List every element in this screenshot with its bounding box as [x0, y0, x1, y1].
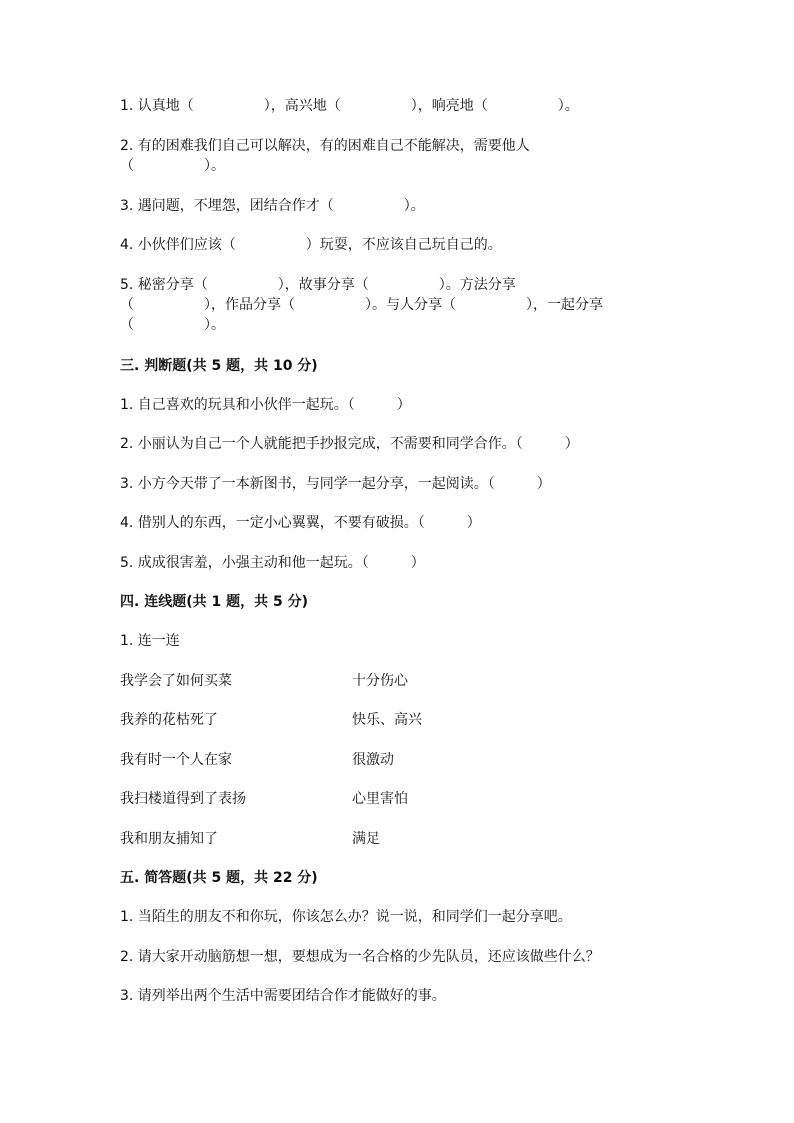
judge-item-2: 2. 小丽认为自己一个人就能把手抄报完成，不需要和同学合作。（ ）: [120, 436, 579, 452]
fill-blank-item-2: 2. 有的困难我们自己可以解决，有的困难自己不能解决，需要他人: [120, 138, 530, 154]
section-3-heading: 三. 判断题(共 5 题，共 10 分): [120, 358, 318, 374]
match-right-2: 快乐、高兴: [352, 712, 422, 728]
judge-item-3: 3. 小方今天带了一本新图书，与同学一起分享，一起阅读。（ ）: [120, 476, 551, 492]
section-4-heading: 四. 连线题(共 1 题，共 5 分): [120, 594, 308, 610]
fill-blank-item-1: 1. 认真地（ ），高兴地（ ），响亮地（ ）。: [120, 98, 579, 114]
match-right-5: 满足: [352, 831, 380, 847]
fill-blank-item-5: 5. 秘密分享（ ），故事分享（ ）。方法分享: [120, 277, 516, 293]
match-left-2: 我养的花枯死了: [120, 712, 218, 728]
fill-blank-item-5-cont2: （ ）。: [120, 317, 225, 333]
fill-blank-item-5-cont: （ ），作品分享（ ）。与人分享（ ），一起分享: [120, 297, 603, 313]
match-right-1: 十分伤心: [352, 673, 408, 689]
match-right-3: 很激动: [352, 752, 394, 768]
match-left-1: 我学会了如何买菜: [120, 673, 232, 689]
short-answer-item-3: 3. 请列举出两个生活中需要团结合作才能做好的事。: [120, 988, 446, 1004]
match-question: 1. 连一连: [120, 633, 180, 649]
short-answer-item-2: 2. 请大家开动脑筋想一想，要想成为一名合格的少先队员，还应该做些什么？: [120, 949, 600, 965]
fill-blank-item-3: 3. 遇问题，不埋怨，团结合作才（ ）。: [120, 198, 425, 214]
fill-blank-item-2-cont: （ ）。: [120, 158, 225, 174]
match-left-4: 我扫楼道得到了表扬: [120, 791, 246, 807]
judge-item-1: 1. 自己喜欢的玩具和小伙伴一起玩。（ ）: [120, 397, 411, 413]
judge-item-4: 4. 借别人的东西，一定小心翼翼，不要有破损。（ ）: [120, 515, 481, 531]
match-left-5: 我和朋友捕知了: [120, 831, 218, 847]
judge-item-5: 5. 成成很害羞，小强主动和他一起玩。（ ）: [120, 555, 425, 571]
fill-blank-item-4: 4. 小伙伴们应该（ ）玩耍，不应该自己玩自己的。: [120, 237, 502, 253]
match-right-4: 心里害怕: [352, 791, 408, 807]
section-5-heading: 五. 简答题(共 5 题，共 22 分): [120, 870, 318, 886]
match-left-3: 我有时一个人在家: [120, 752, 232, 768]
short-answer-item-1: 1. 当陌生的朋友不和你玩，你该怎么办？说一说，和同学们一起分享吧。: [120, 909, 572, 925]
